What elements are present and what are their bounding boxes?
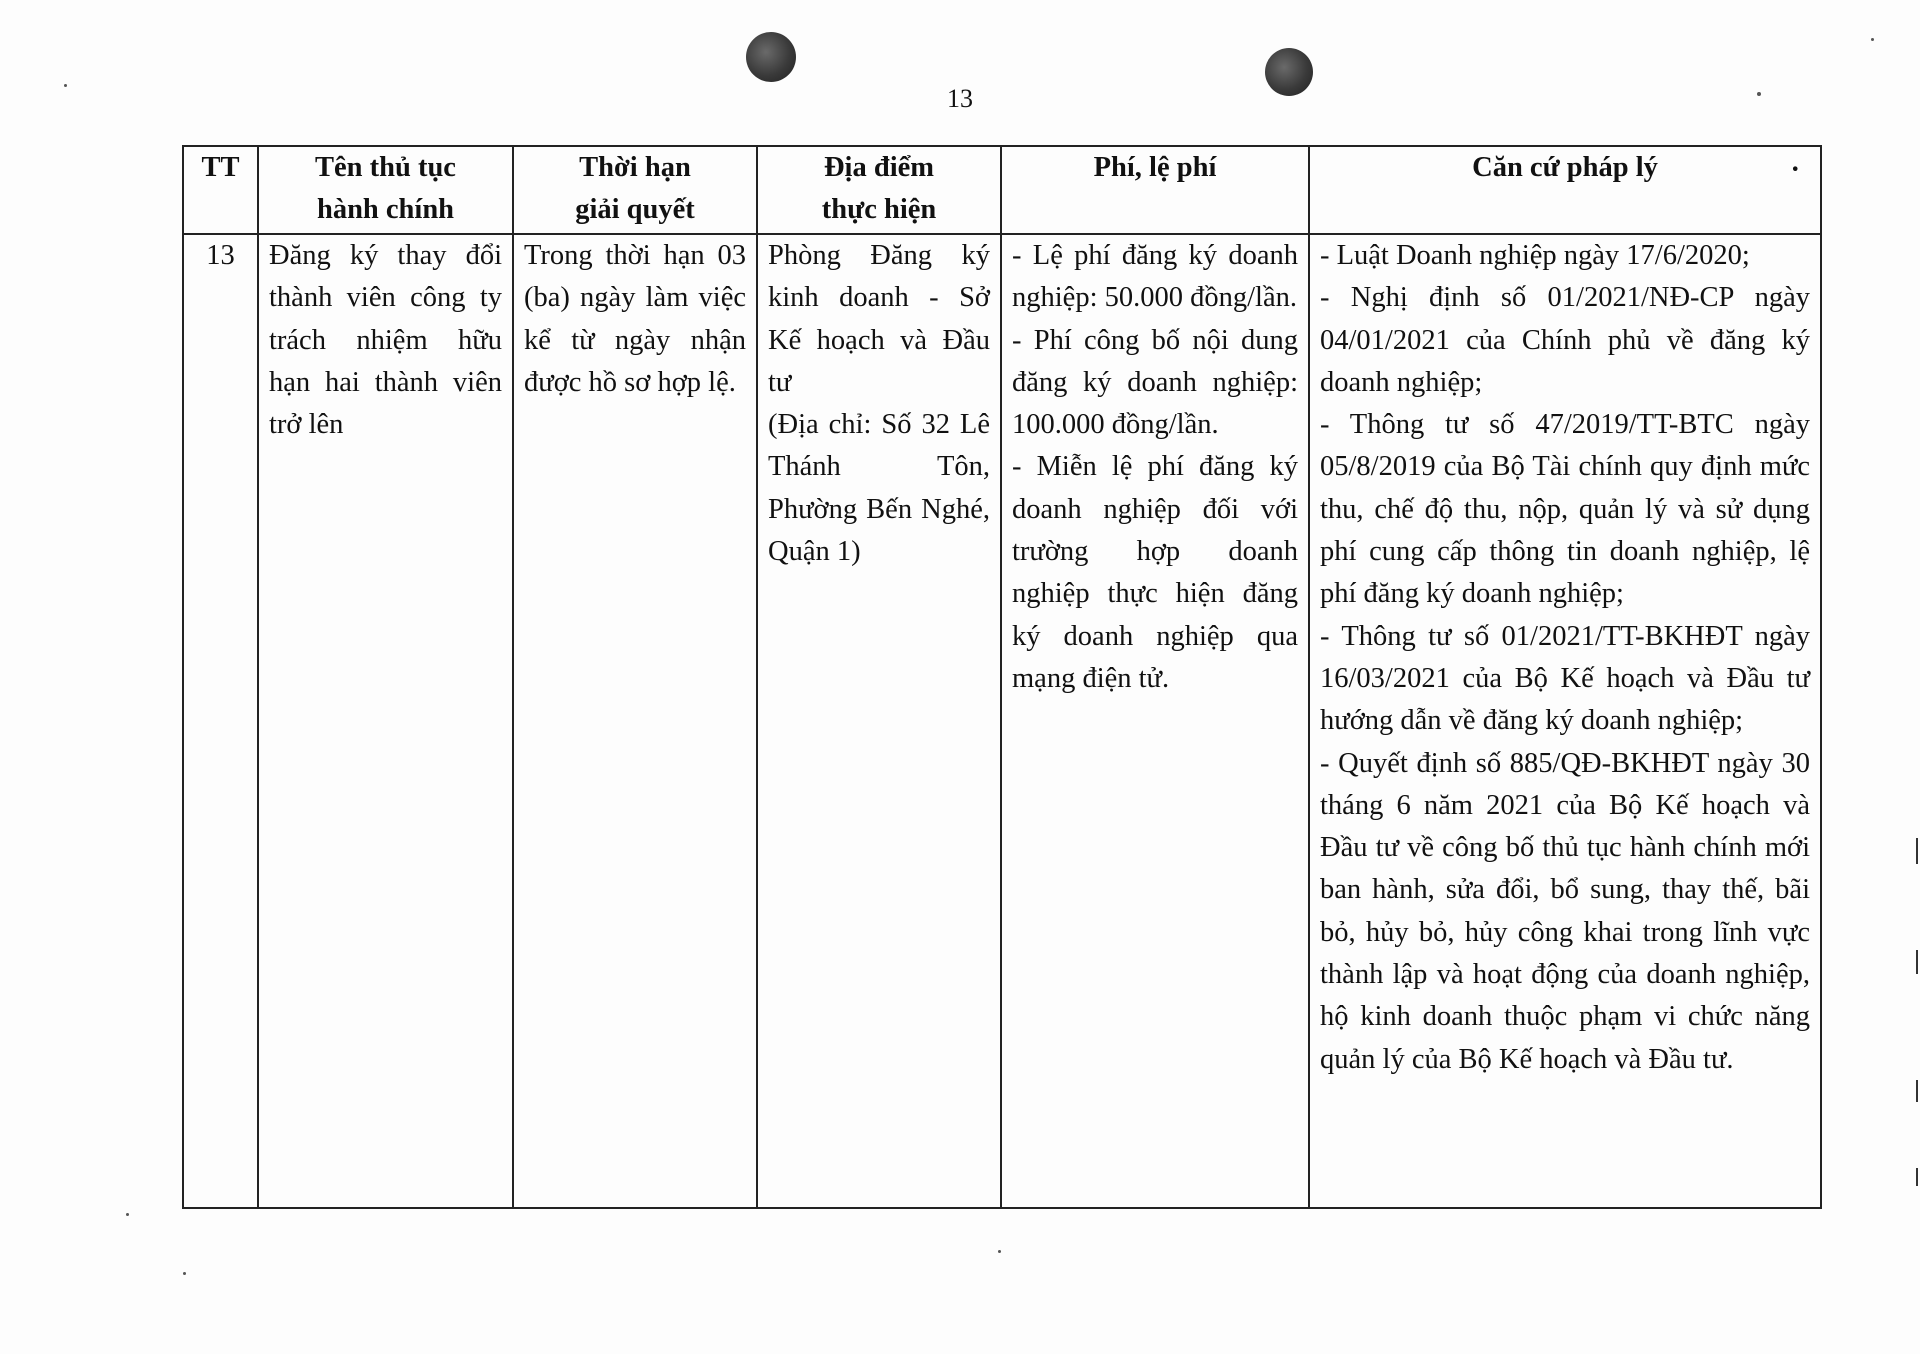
table-header-row: [183, 146, 1821, 234]
cell-ten-thu-tuc-text: Đăng ký thay đổi thành viên công ty trách nhiệm hữu hạn hai thành viên trở lên: [269, 240, 502, 441]
cell-tt: [183, 234, 258, 1208]
header-tt-label: TT: [201, 152, 240, 183]
cell-phi-item: - Phí công bố nội dung đăng ký doanh nghiệp: 100.000 đồng/lần.: [1012, 324, 1298, 441]
cell-can-cu-item: - Luật Doanh nghiệp ngày 17/6/2020;: [1320, 240, 1750, 271]
cell-tt-value: 13: [206, 240, 235, 271]
cell-can-cu-item: - Quyết định số 885/QĐ-BKHĐT ngày 30 tháng 6 năm 2021 của Bộ Kế hoạch và Đầu tư về công bố thủ tục hành chính mới ban hành, sửa đổi, bổ sung, thay thế, bãi bỏ, hủy bỏ, hủy công khai trong lĩnh vực thành lập và hoạt động của doanh nghiệp, hộ kinh doanh thuộc phạm vi chức năng quản lý của Bộ Kế hoạch và Đầu tư.: [1320, 747, 1810, 1075]
header-ten-thu-tuc-line-1: Tên thủ tục: [315, 152, 456, 183]
punch-hole-right: [1265, 48, 1313, 96]
scan-edge-mark: [1916, 838, 1918, 864]
cell-phi-item: - Miễn lệ phí đăng ký doanh nghiệp đối với trường hợp doanh nghiệp thực hiện đăng ký doanh nghiệp qua mạng điện tử.: [1012, 451, 1298, 694]
cell-can-cu-item: - Thông tư số 01/2021/TT-BKHĐT ngày 16/03/2021 của Bộ Kế hoạch và Đầu tư hướng dẫn về đăng ký doanh nghiệp;: [1320, 620, 1810, 737]
scan-speck: [64, 84, 67, 87]
scan-speck: [126, 1213, 129, 1216]
procedure-table: [182, 145, 1822, 1209]
cell-thoi-han-text: Trong thời hạn 03 (ba) ngày làm việc kể từ ngày nhận được hồ sơ hợp lệ.: [524, 240, 746, 398]
scan-speck: [183, 1272, 186, 1275]
cell-can-cu-item: - Nghị định số 01/2021/NĐ-CP ngày 04/01/2021 của Chính phủ về đăng ký doanh nghiệp;: [1320, 282, 1810, 398]
header-thoi-han-line-2: giải quyết: [575, 194, 695, 226]
header-dia-diem-line-1: Địa điểm: [823, 152, 935, 183]
header-phi: [1001, 146, 1309, 234]
page-number: 13: [947, 84, 973, 113]
cell-dia-diem: [757, 234, 1001, 1208]
cell-can-cu-item: - Thông tư số 47/2019/TT-BTC ngày 05/8/2019 của Bộ Tài chính quy định mức thu, chế độ thu, nộp, quản lý và sử dụng phí cung cấp thông tin doanh nghiệp, lệ phí đăng ký doanh nghiệp;: [1320, 409, 1810, 610]
cell-phi: [1001, 234, 1309, 1208]
header-ten-thu-tuc-line-2: hành chính: [316, 194, 455, 226]
header-dia-diem-line-2: thực hiện: [821, 194, 937, 226]
scan-speck: [1757, 92, 1761, 96]
cell-ten-thu-tuc: [258, 234, 513, 1208]
header-ten-thu-tuc: [258, 146, 513, 234]
punch-hole-left: [746, 32, 796, 82]
header-thoi-han-line-1: Thời hạn: [579, 152, 691, 183]
scan-edge-mark: [1916, 1080, 1918, 1102]
cell-can-cu: [1309, 234, 1821, 1208]
header-can-cu: [1309, 146, 1821, 234]
header-dot-mark: ·: [1790, 154, 1800, 185]
scan-speck: [998, 1250, 1001, 1253]
header-dia-diem: [757, 146, 1001, 234]
header-can-cu-label: Căn cứ pháp lý: [1472, 152, 1658, 183]
header-thoi-han: [513, 146, 757, 234]
header-phi-label: Phí, lệ phí: [1093, 152, 1217, 183]
cell-dia-diem-address: (Địa chỉ: Số 32 Lê Thánh Tôn, Phường Bến Nghé, Quận 1): [768, 409, 990, 568]
cell-thoi-han: [513, 234, 757, 1208]
scan-speck: [1871, 38, 1874, 41]
scan-edge-mark: [1916, 1168, 1918, 1186]
cell-phi-item: - Lệ phí đăng ký doanh nghiệp: 50.000 đồng/lần.: [1012, 240, 1298, 314]
header-tt: [183, 146, 258, 234]
table-row: [183, 234, 1821, 1208]
cell-dia-diem-office: Phòng Đăng ký kinh doanh - Sở Kế hoạch và Đầu tư: [768, 240, 990, 398]
scan-edge-mark: [1916, 950, 1918, 974]
